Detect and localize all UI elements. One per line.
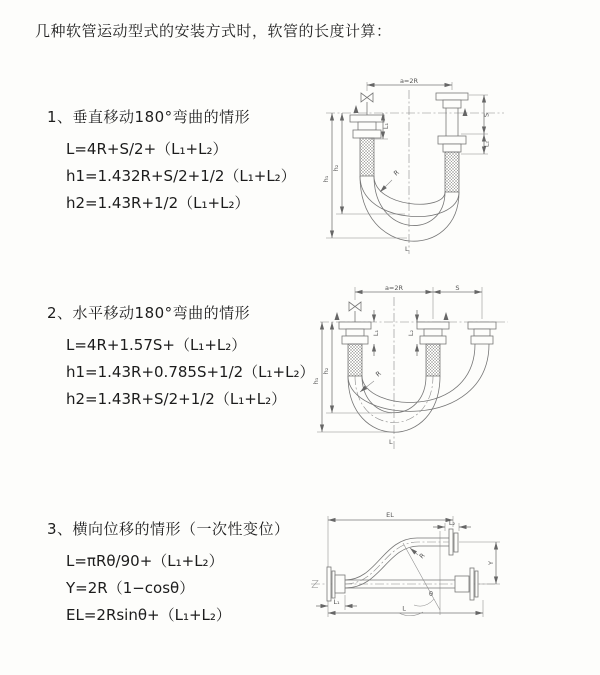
section-1-heading: 1、垂直移动180°弯曲的情形 (47, 108, 251, 126)
dimension-l2 (407, 310, 417, 356)
centerlines (326, 90, 504, 254)
formula-s2-h2: h2=1.43R+S/2+1/2（L₁+L₂） (66, 390, 287, 408)
dim-label-r: R (417, 551, 427, 561)
braided-hose-section (348, 344, 362, 376)
page-title: 几种软管运动型式的安装方式时，软管的长度计算： (35, 22, 392, 40)
dim-label-l2: L₂ (482, 140, 491, 148)
dim-label-r: R (374, 369, 383, 379)
dim-label-r: R (392, 168, 401, 178)
braided-hose-section (426, 344, 440, 376)
formula-s1-h1: h1=1.432R+S/2+1/2（L₁+L₂） (66, 167, 296, 185)
dim-label-l2: L₂ (448, 519, 456, 527)
movement-arrows (335, 312, 449, 320)
section-vertical-180 (47, 106, 296, 217)
dim-label-y: Y (487, 561, 495, 565)
dimension-l (328, 600, 483, 617)
dim-label-h2: h₂ (332, 164, 340, 172)
radius-callout (380, 168, 401, 192)
radius-callout (410, 548, 427, 560)
right-fitting (436, 93, 468, 192)
braided-hose-section (445, 152, 459, 192)
dim-label-el: EL (386, 511, 394, 519)
left-fitting (350, 115, 384, 176)
angle-theta-construction (399, 531, 440, 616)
dim-label-l: L (402, 604, 406, 613)
dim-label-l1: L₁ (372, 329, 380, 337)
dim-label-s: S (455, 284, 460, 292)
upper-flange (449, 529, 458, 555)
dim-label-l1: L₁ (382, 122, 390, 130)
dim-label-h1: h₁ (322, 175, 330, 183)
right-fitting (468, 322, 496, 344)
formula-s2-L: L=4R+1.57S+（L₁+L₂） (66, 336, 247, 354)
diagram-horizontal-180-bend (312, 281, 574, 457)
formula-s1-h2: h2=1.43R+1/2（L₁+L₂） (66, 194, 250, 212)
dim-label-l: L (389, 438, 393, 446)
hose-u-curves (360, 176, 459, 241)
dimension-l1 (316, 595, 357, 610)
dim-label-a2r: a=2R (384, 284, 404, 292)
section-2-heading: 2、水平移动180°弯曲的情形 (47, 304, 251, 322)
left-fitting (339, 322, 371, 376)
dim-label-l: L (405, 245, 409, 253)
dim-label-h2: h₂ (322, 367, 330, 375)
dim-label-s: S (482, 112, 491, 118)
dimension-a2r (367, 77, 452, 91)
formula-s3-EL: EL=2Rsinθ+（L₁+L₂） (66, 606, 231, 624)
dim-label-l1: L₁ (333, 598, 340, 606)
valve-icon (349, 302, 361, 322)
braided-hose-section (360, 138, 374, 176)
valve-icon (361, 93, 373, 115)
formula-s3-L: L=πRθ/90+（L₁+L₂） (66, 552, 224, 570)
section-3-heading: 3、横向位移的情形（一次性变位） (47, 520, 290, 538)
hose-u-curves (348, 344, 489, 432)
dim-label-l2: L₂ (407, 329, 415, 337)
dimension-l1 (372, 310, 380, 356)
middle-fitting (417, 322, 449, 376)
dim-label-a2r: a=2R (399, 77, 419, 85)
left-flange (327, 567, 345, 601)
section-lateral-displacement (47, 518, 290, 629)
formula-s1-L: L=4R+S/2+（L₁+L₂） (66, 140, 228, 158)
diagram-vertical-180-bend (312, 76, 567, 260)
dim-label-h1: h₁ (312, 377, 320, 385)
formula-s2-h1: h1=1.43R+0.785S+1/2（L₁+L₂） (66, 363, 315, 381)
section-horizontal-180 (47, 302, 315, 413)
formula-s3-Y: Y=2R（1−cosθ） (66, 579, 195, 597)
s-curve-hose (345, 538, 449, 588)
diagram-lateral-displacement (303, 503, 600, 653)
dimension-s (433, 284, 482, 319)
dim-label-theta: θ (429, 590, 433, 598)
